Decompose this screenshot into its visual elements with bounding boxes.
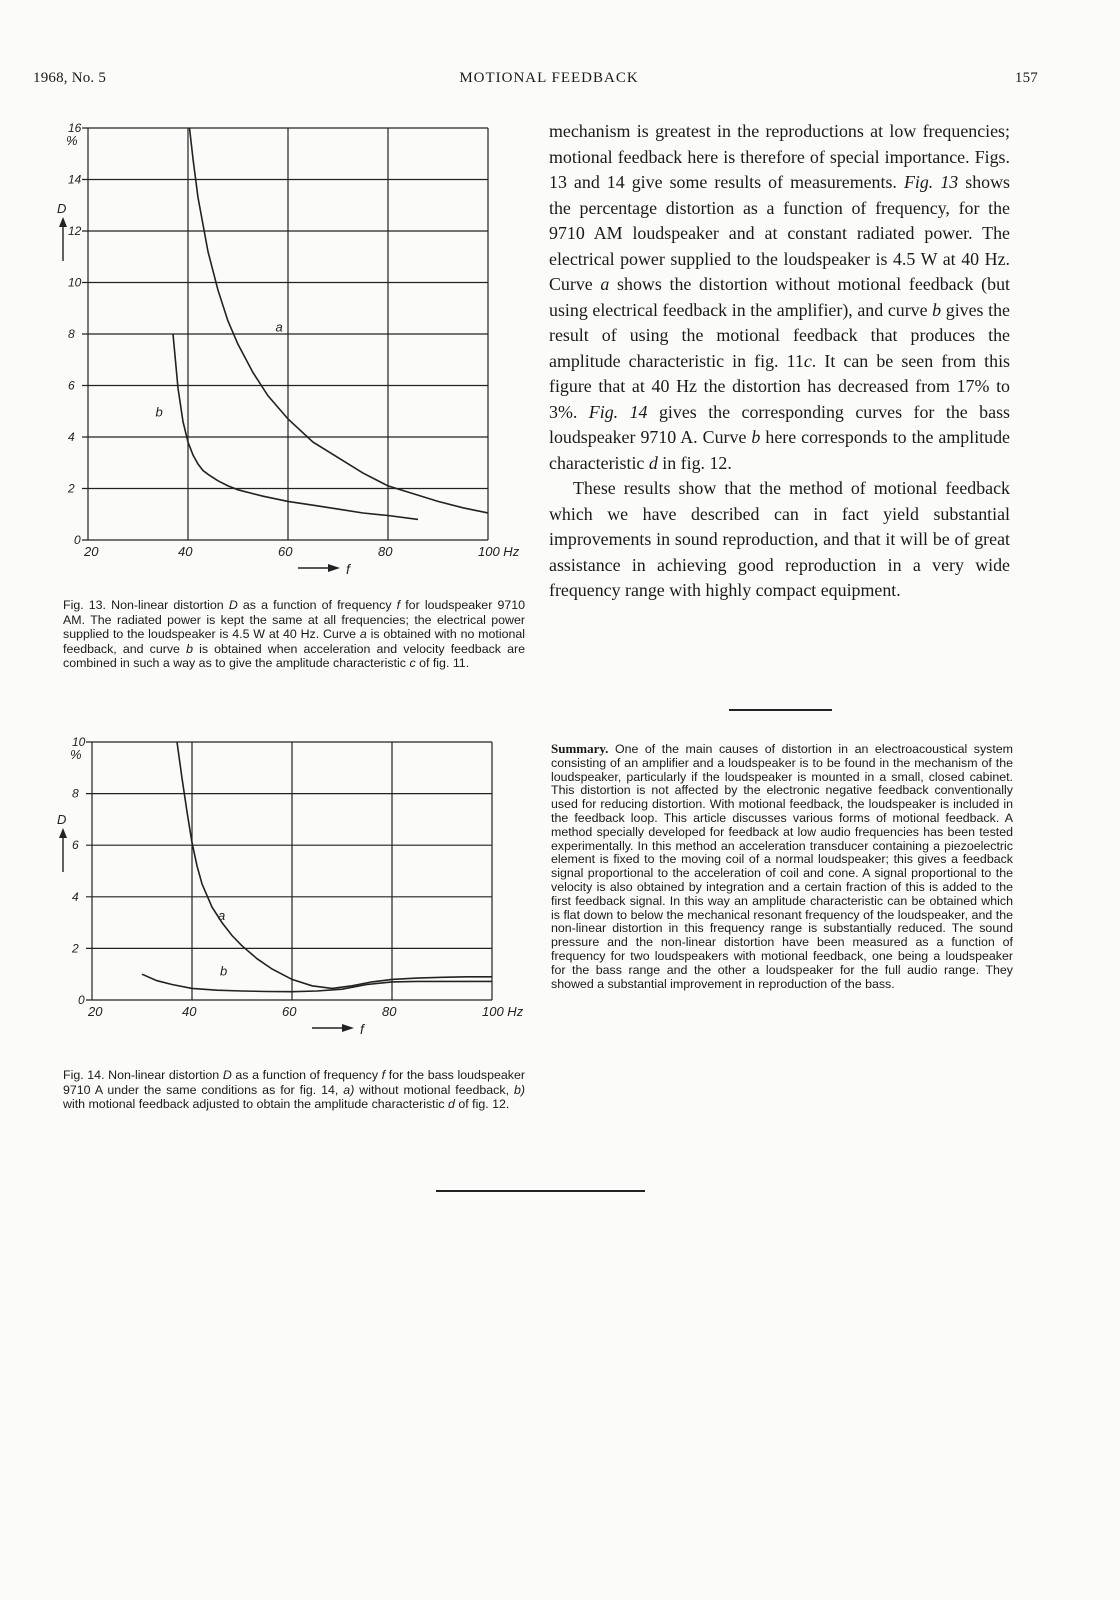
series-curve-a [177, 742, 492, 988]
x-tick-label: 80 [382, 1004, 397, 1019]
y-axis-arrowhead [59, 828, 67, 838]
y-tick-label: 6 [68, 378, 75, 393]
y-tick-label: 4 [72, 889, 79, 904]
body-text: in fig. 12. [657, 452, 732, 473]
caption-text: is obtained with no motional feedback, and curve [63, 627, 525, 656]
caption-text: Fig. 13. Non-linear distortion [63, 598, 229, 612]
caption-var-f: f [381, 1068, 386, 1082]
caption-var-b: b [186, 641, 193, 656]
running-title: MOTIONAL FEEDBACK [459, 70, 639, 86]
figure-ref-13: Fig. 13 [903, 172, 959, 192]
y-axis-label: D [57, 201, 67, 216]
figure-ref-14: Fig. 14 [588, 401, 648, 422]
y-tick-label: 0 [74, 533, 81, 547]
y-tick-label: 12 [68, 224, 82, 238]
y-tick-label: 14 [68, 172, 82, 187]
curve-label-a: a [275, 319, 283, 335]
curve-ref-a: a [600, 274, 610, 294]
x-axis-arrowhead [342, 1024, 354, 1032]
y-tick-label: 0 [78, 993, 85, 1007]
x-tick-label: 40 [182, 1004, 197, 1019]
figure-13-chart [50, 118, 530, 594]
x-tick-label: 100 Hz [482, 1004, 524, 1019]
page-number: 157 [1014, 70, 1038, 86]
body-paragraph-1 [549, 119, 1010, 476]
figure-14-caption [63, 1068, 525, 1112]
caption-text: for the bass loudspeaker 9710 A under the same conditions as for fig. 14, [63, 1068, 525, 1097]
y-tick-label: 8 [72, 786, 79, 801]
body-text-column [549, 119, 1010, 604]
y-tick-label: 16 [68, 121, 82, 135]
x-tick-label: 20 [88, 1004, 103, 1019]
y-tick-label: 2 [68, 481, 75, 496]
body-text: . It can be seen from this figure that at 40 Hz the distortion has decreased from 17% to 3%. [549, 350, 1010, 422]
caption-text: Fig. 14. Non-linear distortion [63, 1068, 223, 1082]
curve-label-a: a [218, 908, 226, 924]
summary-text: One of the main causes of distortion in an electroacoustical system consisting of an amplifier and a loudspeaker is to be found in the mechanism of the loudspeaker, particularly if the loudspeaker is mounted in a small, closed cabinet. This distortion is not affected by the electronic negative feedback conventionally used for reducing distortion. With motional feedback, the loudspeaker is included in the feedback loop. This article discusses various forms of motional feedback. A method specially developed for feedback at low audio frequencies has been tested experimentally. In this method an acceleration transducer containing a piezoelectric element is fixed to the moving coil of a normal loudspeaker; this gives a feedback signal proportional to the acceleration of coil and cone. A signal proportional to the velocity is also obtained by integration and a certain fraction of this is added to the first feedback signal. In this way an amplitude characteristic can be obtained which is flat down to below the mechanical resonant frequency of the loudspeaker, and the non-linear distortion in this frequency range is substantially reduced. The sound pressure and the non-linear distortion have been measured as a function of frequency for two loudspeakers with motional feedback, one being a loudspeaker for the bass range and the other a loudspeaker for the full audio range. They showed a substantial improvement in reproduction of the bass. [551, 742, 1013, 991]
caption-text: for loudspeaker 9710 AM. The radiated power is kept the same at all frequencies; the electrical power supplied to the loudspeaker is 4.5 W at 40 Hz. Curve [63, 598, 526, 642]
curve-ref-d: d [648, 452, 658, 473]
y-unit-label: % [66, 133, 78, 148]
y-tick-label: 2 [72, 941, 79, 956]
caption-var-f: f [396, 598, 401, 612]
body-text: gives the result of using the motional feedback that produces the amplitude characteristic in fig. 11 [549, 299, 1010, 371]
end-rule [436, 1190, 645, 1192]
series-curve-a [190, 128, 489, 513]
section-divider [729, 709, 832, 711]
caption-var-d2: d [448, 1097, 455, 1112]
caption-text: is obtained when acceleration and velocity feedback are combined in such a way as to give the amplitude characteristic [63, 641, 526, 671]
summary-block [551, 742, 1013, 991]
summary-label: Summary. [551, 741, 609, 756]
curve-label-b: b [155, 404, 163, 420]
x-axis-label: f [346, 561, 350, 577]
body-text: shows the distortion without motional feedback (but using electrical feedback in the amplifier), and curve [549, 274, 1010, 320]
body-text: shows the percentage distortion as a function of frequency, for the 9710 AM loudspeaker and at constant radiated power. The electrical power supplied to the loudspeaker is 4.5 W at 40 Hz. Curve [549, 172, 1010, 294]
curve-ref-b: b [751, 427, 761, 447]
y-tick-label: 8 [68, 327, 75, 341]
y-tick-label: 10 [72, 735, 86, 749]
caption-text: of fig. 12. [454, 1097, 510, 1112]
caption-var-b: b) [513, 1082, 525, 1097]
curve-ref-c: c [803, 350, 812, 371]
caption-text: as a function of frequency [237, 598, 397, 612]
caption-var-a: a [359, 627, 367, 642]
body-text: mechanism is greatest in the reproductions at low frequencies; motional feedback here is therefore of special importance. Figs. 13 and 14 give some results of measurements. [549, 121, 1010, 192]
issue-label: 1968, No. 5 [33, 70, 107, 86]
caption-var-d: D [228, 598, 238, 612]
y-unit-label: % [70, 747, 82, 762]
figure-13-caption [63, 598, 525, 671]
caption-text: with motional feedback adjusted to obtain the amplitude characteristic [63, 1097, 449, 1112]
caption-text: of fig. 11. [415, 656, 470, 671]
body-text: gives the corresponding curves for the bass loudspeaker 9710 A. Curve [549, 401, 1010, 447]
x-tick-label: 60 [282, 1004, 297, 1019]
x-axis-label: f [360, 1021, 364, 1037]
y-axis-arrowhead [59, 217, 67, 227]
caption-text: without motional feedback, [354, 1082, 514, 1097]
caption-text: as a function of frequency [231, 1068, 382, 1082]
x-tick-label: 20 [84, 544, 99, 559]
caption-var-c: c [409, 656, 416, 671]
y-tick-label: 6 [72, 838, 79, 853]
x-tick-label: 60 [278, 544, 293, 559]
body-paragraph-2: These results show that the method of motional feedback which we have described can in fact yield substantial improvements in sound reproduction, and that it will be of great assistance in achieving good reproduction in a very wide frequency range with highly compact equipment. [549, 478, 1010, 600]
x-tick-label: 100 Hz [478, 544, 520, 559]
figure-14-chart [50, 735, 530, 1058]
caption-var-a: a) [343, 1082, 355, 1097]
body-text: here corresponds to the amplitude characteristic [549, 427, 1010, 473]
x-tick-label: 40 [178, 544, 193, 559]
x-tick-label: 80 [378, 544, 393, 559]
curve-ref-b: b [932, 299, 942, 320]
y-tick-label: 10 [68, 275, 82, 290]
caption-var-d: D [222, 1068, 232, 1082]
y-tick-label: 4 [68, 430, 75, 444]
curve-label-b: b [220, 963, 228, 979]
x-axis-arrowhead [328, 564, 340, 572]
y-axis-label: D [57, 812, 67, 827]
